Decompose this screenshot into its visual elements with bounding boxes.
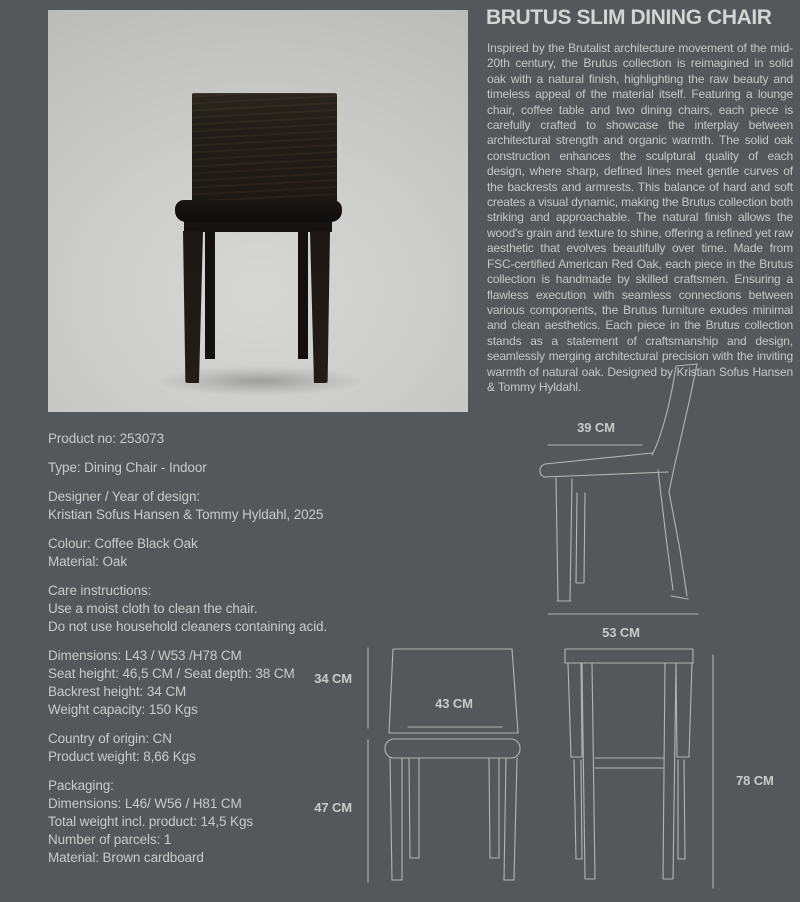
spec-group-colour-material [48, 535, 448, 571]
dim-label-total-height: 78 CM [736, 773, 774, 788]
spec-group-dimensions [48, 647, 448, 719]
spec-line: Country of origin: CN [48, 731, 172, 746]
chair-front-right-leg-shape [310, 231, 330, 383]
dim-label-backrest-width: 43 CM [435, 696, 473, 711]
spec-line: Product no: 253073 [48, 431, 165, 446]
spec-group-type [48, 459, 448, 477]
spec-group-product-no [48, 430, 448, 448]
spec-list [48, 430, 448, 878]
product-photo [48, 10, 468, 412]
dim-label-seat-width: 53 CM [602, 625, 640, 640]
spec-line: Number of parcels: 1 [48, 832, 172, 847]
spec-line: Type: Dining Chair - Indoor [48, 460, 207, 475]
spec-line: Weight capacity: 150 Kgs [48, 702, 198, 717]
chair-backrest-shape [192, 93, 337, 202]
spec-group-designer [48, 488, 448, 524]
spec-line: Do not use household cleaners containing acid. [48, 619, 328, 634]
spec-line: Total weight incl. product: 14,5 Kgs [48, 814, 254, 829]
chair-back-left-leg-shape [205, 231, 215, 359]
spec-group-origin-weight [48, 730, 448, 766]
product-description: Inspired by the Brutalist architecture movement of the mid-20th century, the Brutus collection is reimagined in solid oak with a natural finish, highlighting the raw beauty and timeless appeal of the material itself. Featuring a lounge chair, coffee table and two dining chairs, each piece is carefully crafted to showcase the interplay between architectural strength and organic warmth. The solid oak construction enhances the sculptural quality of each design, where sharp, defined lines meet gentle curves of the backrests and armrests. This balance of hard and soft creates a visual dynamic, making the Brutus collection both striking and approachable. The natural finish allows the wood's grain and texture to shine, offering a refined yet raw aesthetic that evolves beautifully over time. Made from FSC-certified American Red Oak, each piece in the Brutus collection is handmade by skilled craftsmen. Ensuring a flawless execution with seamless connections between various components, the Brutus furniture exudes minimal and clean aesthetics. Each piece in the Brutus collection stands as a statement of craftsmanship and design, seamlessly merging architectural precision with the inviting warmth of natural oak. Designed by Kristian Sofus Hansen & Tommy Hyldahl. [487, 41, 793, 394]
spec-line: Seat height: 46,5 CM / Seat depth: 38 CM [48, 666, 295, 681]
spec-line: Colour: Coffee Black Oak [48, 536, 198, 551]
chair-back-right-leg-shape [298, 231, 308, 359]
page-title: BRUTUS SLIM DINING CHAIR [486, 6, 772, 29]
dim-label-backrest-height: 34 CM [314, 671, 352, 686]
dim-label-seat-depth: 39 CM [577, 420, 615, 435]
side-view-drawing [540, 364, 698, 614]
spec-group-packaging [48, 777, 448, 867]
spec-group-care [48, 582, 448, 636]
spec-line: Dimensions: L43 / W53 /H78 CM [48, 648, 242, 663]
spec-line: Material: Oak [48, 554, 127, 569]
spec-line: Kristian Sofus Hansen & Tommy Hyldahl, 2025 [48, 507, 324, 522]
chair-seat-shape [175, 200, 342, 222]
spec-line: Care instructions: [48, 583, 152, 598]
spec-line: Backrest height: 34 CM [48, 684, 187, 699]
spec-line: Dimensions: L46/ W56 / H81 CM [48, 796, 242, 811]
spec-line: Material: Brown cardboard [48, 850, 204, 865]
back-view-drawing [565, 649, 713, 888]
spec-line: Designer / Year of design: [48, 489, 201, 504]
spec-line: Packaging: [48, 778, 114, 793]
dim-label-seat-height: 47 CM [314, 800, 352, 815]
spec-line: Product weight: 8,66 Kgs [48, 749, 196, 764]
chair-front-left-leg-shape [183, 231, 203, 383]
spec-line: Use a moist cloth to clean the chair. [48, 601, 258, 616]
